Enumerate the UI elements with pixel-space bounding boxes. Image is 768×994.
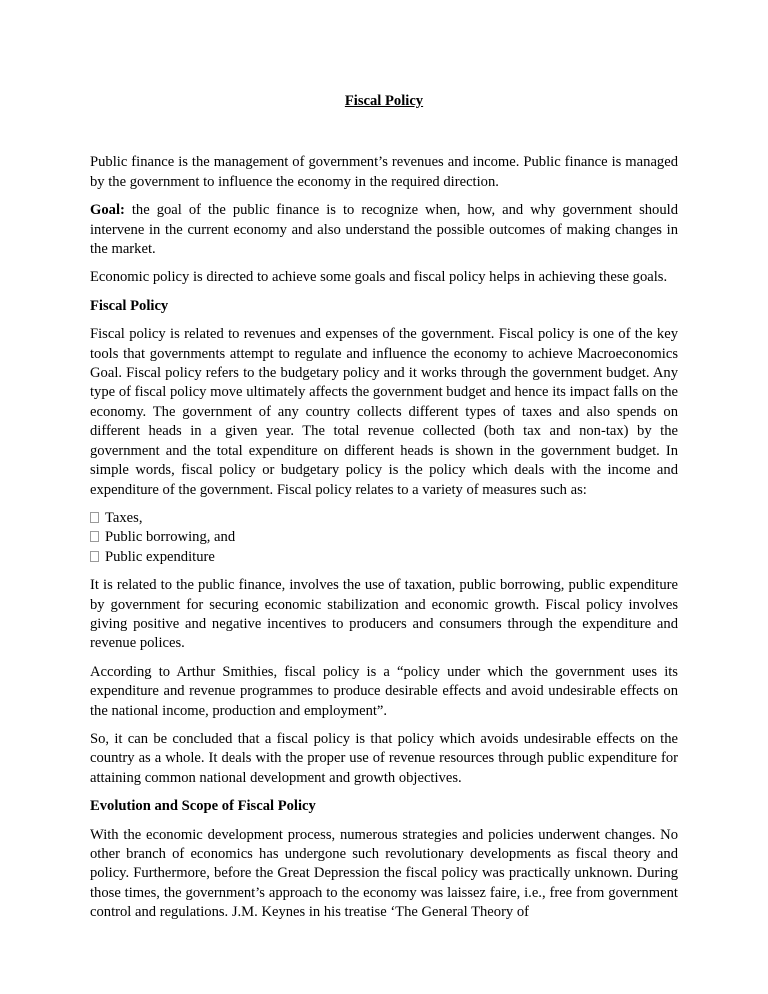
section-heading-evolution: Evolution and Scope of Fiscal Policy bbox=[90, 798, 316, 815]
public-finance-paragraph: It is related to the public finance, involves the use of taxation, public borrowing, public expenditure by government for securing economic stabilization and economic growth. Fiscal policy involves giving positive and negative incentives to producers and consumers through the expenditure and revenue polices. bbox=[90, 577, 678, 652]
smithies-quote-paragraph: According to Arthur Smithies, fiscal policy is a “policy under which the government uses its expenditure and revenue programmes to produce desirable effects and avoid undesirable effects on the national income, production and employment”. bbox=[90, 663, 678, 719]
bullet-box-icon bbox=[90, 531, 99, 542]
bullet-box-icon bbox=[90, 512, 99, 523]
document-title: Fiscal Policy bbox=[344, 93, 424, 109]
economic-policy-paragraph: Economic policy is directed to achieve some goals and fiscal policy helps in achieving these goals. bbox=[90, 269, 668, 286]
goal-paragraph bbox=[90, 201, 678, 259]
list-item bbox=[90, 528, 678, 547]
goal-text: the goal of the public finance is to recognize when, how, and why government should intervene in the current economy and also understand the possible outcomes of making changes in the market. bbox=[90, 202, 678, 258]
list-item bbox=[90, 548, 678, 567]
goal-label: Goal: bbox=[90, 202, 125, 219]
bullet-box-icon bbox=[90, 551, 99, 562]
section-heading-fiscal-policy: Fiscal Policy bbox=[90, 297, 169, 314]
fiscal-policy-paragraph: Fiscal policy is related to revenues and expenses of the government. Fiscal policy is one of the key tools that governments attempt to regulate and influence the economy to achieve Macroeconomics Goal. Fiscal policy refers to the budgetary policy and it works through the government budget. Any type of fiscal policy move ultimately affects the government budget and hence its impact falls on the economy. The government of any country collects different types of taxes and also spends on different heads in a given year. The total revenue collected (both tax and non-tax) by the government and the total expenditure on different heads is shown in the government budget. In simple words, fiscal policy or budgetary policy is the policy which deals with the income and expenditure of the government. Fiscal policy relates to a variety of measures such as: bbox=[90, 326, 678, 498]
list-item-text: Taxes, bbox=[105, 509, 143, 526]
list-item bbox=[90, 509, 678, 528]
list-item-text: Public borrowing, and bbox=[105, 529, 236, 546]
measures-list bbox=[90, 509, 678, 567]
intro-paragraph: Public finance is the management of government’s revenues and income. Public finance is managed by the government to influence the economy in the required direction. bbox=[90, 154, 678, 190]
list-item-text: Public expenditure bbox=[105, 548, 215, 565]
conclusion-paragraph: So, it can be concluded that a fiscal policy is that policy which avoids undesirable effects on the country as a whole. It deals with the proper use of revenue resources through public expenditure for attaining common national development and growth objectives. bbox=[90, 730, 678, 786]
evolution-paragraph: With the economic development process, numerous strategies and policies underwent changes. No other branch of economics has undergone such revolutionary developments as fiscal theory and policy. Furthermore, before the Great Depression the fiscal policy was practically unknown. During those times, the government’s approach to the economy was laissez faire, i.e., free from government control and regulations. J.M. Keynes in his treatise ‘The General Theory of bbox=[90, 826, 678, 921]
